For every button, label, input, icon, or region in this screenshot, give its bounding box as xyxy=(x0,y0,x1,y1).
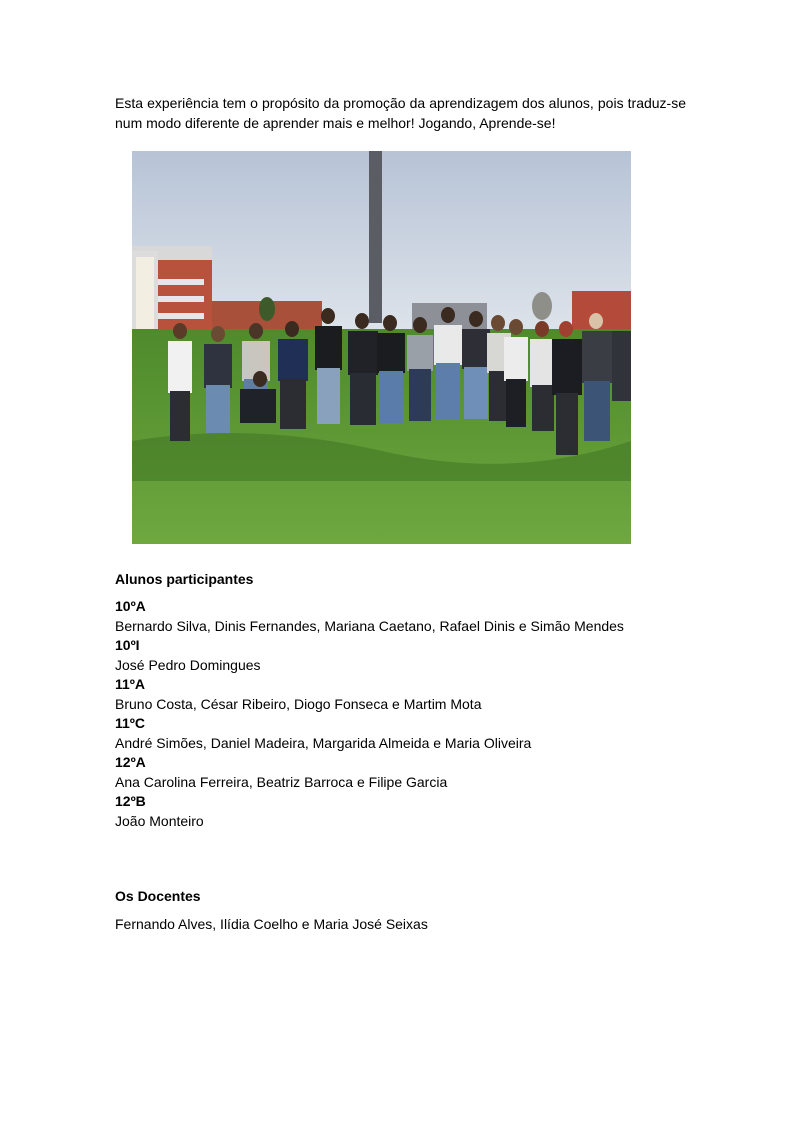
group-names: André Simões, Daniel Madeira, Margarida Almeida e Maria Oliveira xyxy=(115,734,532,751)
group-label: 10ºA xyxy=(115,598,146,614)
students-groups xyxy=(115,597,715,831)
students-title: Alunos participantes xyxy=(115,571,254,587)
group-names: Bruno Costa, César Ribeiro, Diogo Fonseca e Martim Mota xyxy=(115,695,482,712)
group-label: 12ºB xyxy=(115,793,146,809)
group-names: Ana Carolina Ferreira, Beatriz Barroca e Filipe Garcia xyxy=(115,773,448,790)
group-names: Bernardo Silva, Dinis Fernandes, Mariana Caetano, Rafael Dinis e Simão Mendes xyxy=(115,617,624,634)
group-label: 11ºA xyxy=(115,676,146,692)
group-label: 12ºA xyxy=(115,754,146,770)
group-label: 11ºC xyxy=(115,715,146,731)
group-names: João Monteiro xyxy=(115,812,204,829)
group-label: 10ºI xyxy=(115,637,140,653)
teachers-title: Os Docentes xyxy=(115,888,201,904)
teachers-names: Fernando Alves, Ilídia Coelho e Maria José Seixas xyxy=(115,916,428,932)
intro-paragraph: Esta experiência tem o propósito da promoção da aprendizagem dos alunos, pois traduz-se num modo diferente de aprender mais e melhor! Jogando, Aprende-se! xyxy=(115,95,686,131)
group-photo xyxy=(132,151,631,544)
group-names: José Pedro Domingues xyxy=(115,656,261,673)
